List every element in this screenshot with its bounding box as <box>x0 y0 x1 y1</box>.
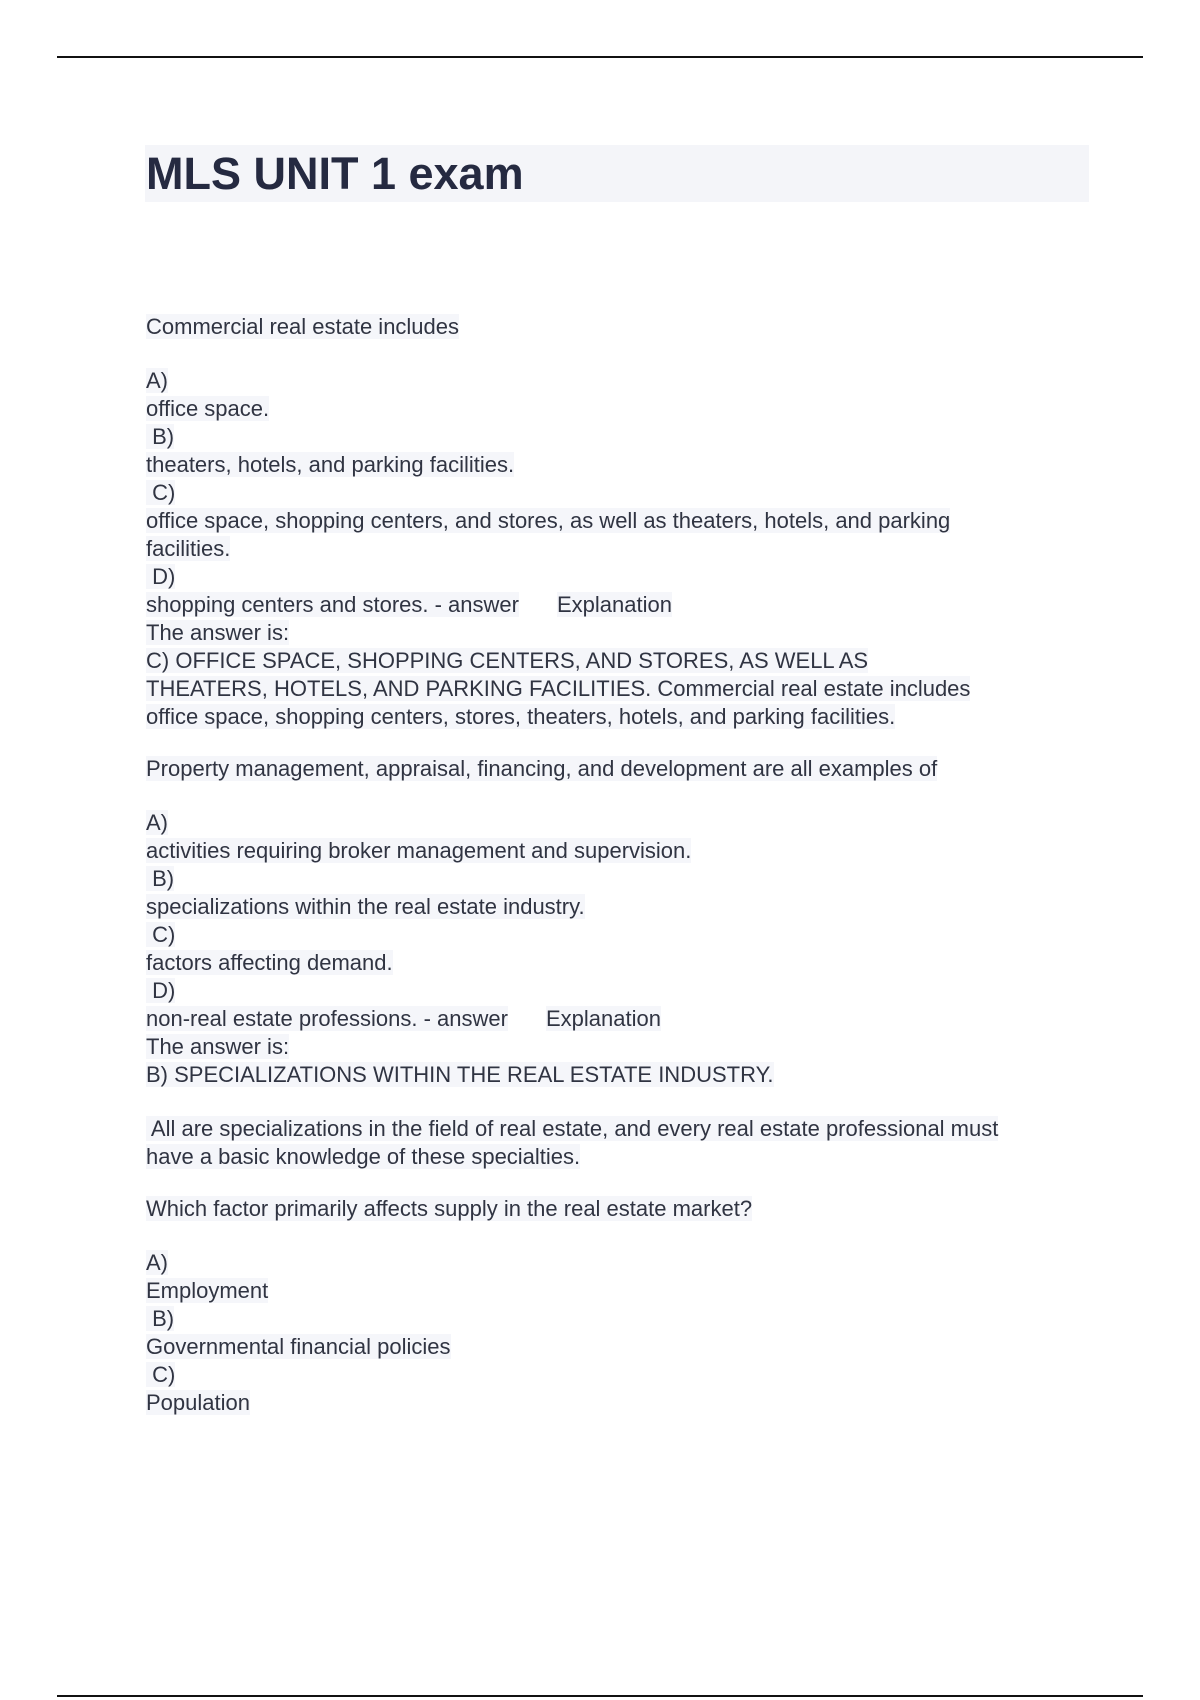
option-text: activities requiring broker management and supervision. <box>146 838 692 863</box>
question-prompt: Property management, appraisal, financing, and development are all examples of <box>146 756 938 781</box>
document-body <box>146 313 1096 1417</box>
option-text: specializations within the real estate industry. <box>146 894 585 919</box>
option-text: Governmental financial policies <box>146 1334 451 1359</box>
answer-line: THEATERS, HOTELS, AND PARKING FACILITIES. Commercial real estate includes <box>146 676 971 701</box>
option-text: non-real estate professions. - answer <box>146 1006 508 1031</box>
option-text: office space. <box>146 396 270 421</box>
option-letter: D) <box>146 564 176 589</box>
explanation-label: Explanation <box>545 1006 661 1031</box>
bottom-rule <box>57 1695 1143 1697</box>
question-1 <box>146 313 1096 731</box>
option-letter: B) <box>146 1306 175 1331</box>
option-text: factors affecting demand. <box>146 950 393 975</box>
option-letter: C) <box>146 1362 176 1387</box>
top-rule <box>57 56 1143 58</box>
option-text-continued: facilities. <box>146 536 231 561</box>
answer-intro: The answer is: <box>146 620 290 645</box>
option-letter: A) <box>146 810 168 835</box>
question-prompt: Commercial real estate includes <box>146 314 460 339</box>
page-title: MLS UNIT 1 exam <box>146 148 524 199</box>
option-text: office space, shopping centers, and stores, as well as theaters, hotels, and parking <box>146 508 951 533</box>
question-2 <box>146 755 1096 1171</box>
option-text: Population <box>146 1390 250 1415</box>
option-letter: D) <box>146 978 176 1003</box>
option-letter: A) <box>146 368 168 393</box>
option-letter: B) <box>146 866 175 891</box>
option-letter: A) <box>146 1250 168 1275</box>
option-text: Employment <box>146 1278 269 1303</box>
answer-intro: The answer is: <box>146 1034 290 1059</box>
explanation-note: have a basic knowledge of these specialties. <box>146 1144 581 1169</box>
option-letter: C) <box>146 922 176 947</box>
answer-line: office space, shopping centers, stores, theaters, hotels, and parking facilities. <box>146 704 896 729</box>
explanation-label: Explanation <box>556 592 672 617</box>
explanation-note: All are specializations in the field of real estate, and every real estate professional must <box>146 1116 999 1141</box>
question-prompt: Which factor primarily affects supply in the real estate market? <box>146 1196 753 1221</box>
option-letter: B) <box>146 424 175 449</box>
answer-line: B) SPECIALIZATIONS WITHIN THE REAL ESTATE INDUSTRY. <box>146 1062 774 1087</box>
question-3 <box>146 1195 1096 1417</box>
option-letter: C) <box>146 480 176 505</box>
option-text: shopping centers and stores. - answer <box>146 592 519 617</box>
answer-line: C) OFFICE SPACE, SHOPPING CENTERS, AND STORES, AS WELL AS <box>146 648 869 673</box>
option-text: theaters, hotels, and parking facilities. <box>146 452 515 477</box>
